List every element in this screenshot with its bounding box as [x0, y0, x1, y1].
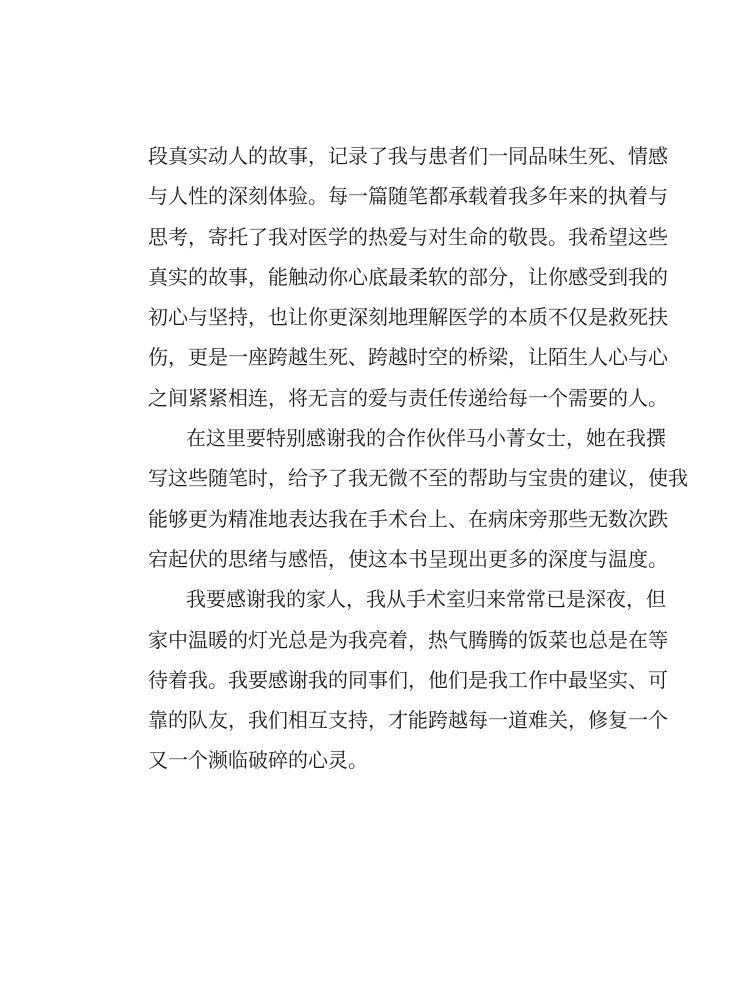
- text-line: 初心与坚持，也让你更深刻地理解医学的本质不仅是救死扶: [148, 305, 668, 330]
- body-text: [148, 136, 688, 781]
- text-line: 家中温暖的灯光总是为我亮着，热气腾腾的饭菜也总是在等: [148, 627, 668, 652]
- text-line: 能够更为精准地表达我在手术台上、在病床旁那些无数次跌: [148, 506, 668, 531]
- text-line: 待着我。我要感谢我的同事们，他们是我工作中最坚实、可: [148, 667, 668, 692]
- text-line: 又一个濒临破碎的心灵。: [148, 748, 368, 773]
- text-line: 思考，寄托了我对医学的热爱与对生命的敬畏。我希望这些: [148, 224, 668, 249]
- paragraph-first-line: 我要感谢我的家人，我从手术室归来常常已是深夜，但: [186, 587, 666, 612]
- text-line: 宕起伏的思绪与感悟，使这本书呈现出更多的深度与温度。: [148, 546, 668, 571]
- text-line: 写这些随笔时，给予了我无微不至的帮助与宝贵的建议，使我: [148, 466, 688, 491]
- text-line: 伤，更是一座跨越生死、跨越时空的桥梁，让陌生人心与心: [148, 345, 668, 370]
- text-line: 之间紧紧相连，将无言的爱与责任传递给每一个需要的人。: [148, 385, 668, 410]
- text-line: 靠的队友，我们相互支持，才能跨越每一道难关，修复一个: [148, 708, 668, 733]
- text-line: 段真实动人的故事，记录了我与患者们一同品味生死、情感: [148, 144, 668, 168]
- text-line: 与人性的深刻体验。每一篇随笔都承载着我多年来的执着与: [148, 184, 668, 209]
- paragraph-first-line: 在这里要特别感谢我的合作伙伴马小菁女士，她在我撰: [186, 426, 666, 451]
- text-line: 真实的故事，能触动你心底最柔软的部分，让你感受到我的: [148, 264, 668, 289]
